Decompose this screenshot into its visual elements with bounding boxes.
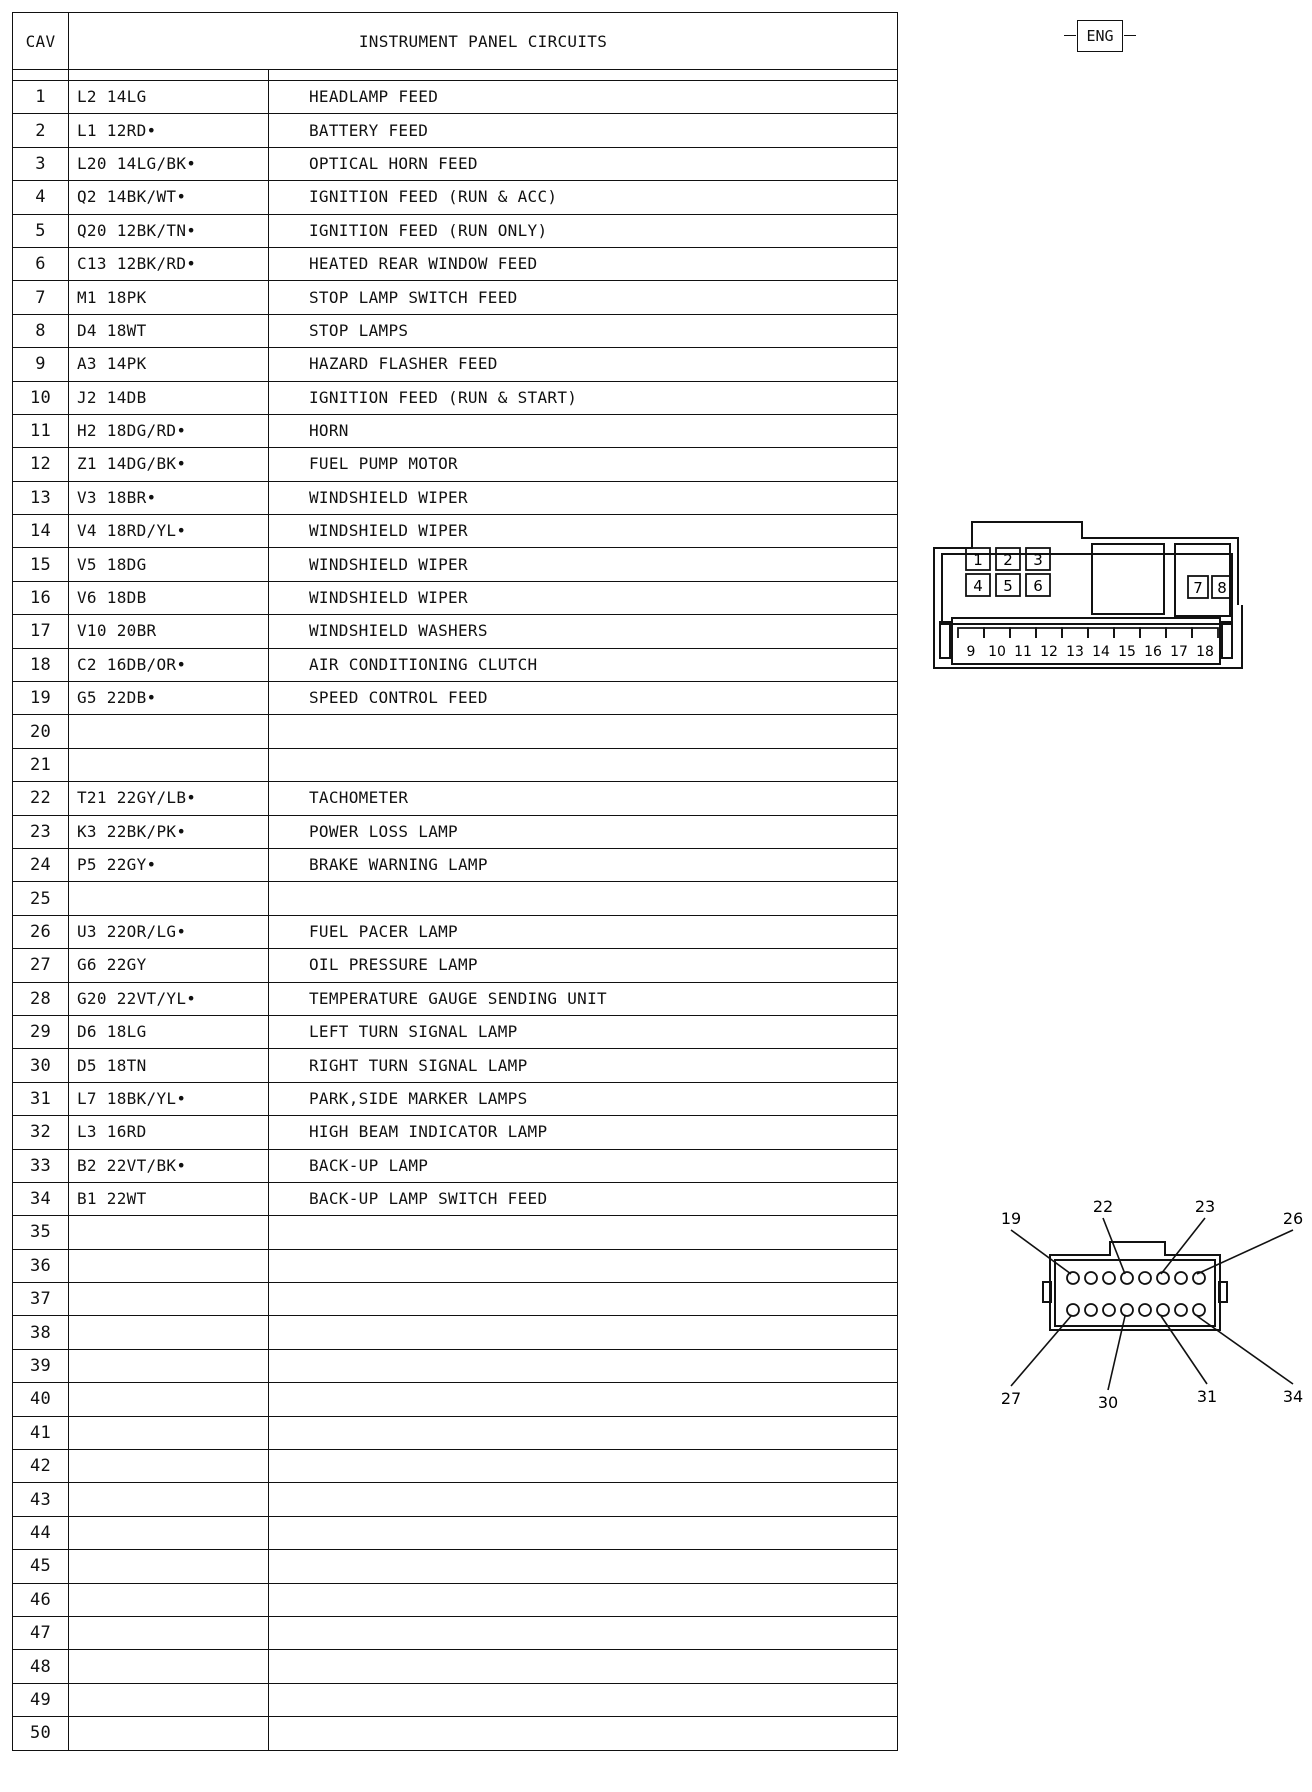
cav-cell: 35 <box>13 1216 69 1249</box>
connector-b-callout <box>1161 1197 1215 1274</box>
table-row <box>13 1683 898 1716</box>
wire-code-cell: V5 18DG <box>69 548 269 581</box>
circuit-description-cell: BACK-UP LAMP SWITCH FEED <box>269 1182 898 1215</box>
table-row <box>13 1516 898 1549</box>
table-row <box>13 1616 898 1649</box>
circuit-description-cell <box>269 1450 898 1483</box>
wire-code-cell <box>69 1483 269 1516</box>
connector-a-cavity <box>1026 574 1050 596</box>
connector-a-cavity-number: 12 <box>1040 644 1058 660</box>
cav-cell: 44 <box>13 1516 69 1549</box>
connector-a-cavity <box>1192 628 1218 660</box>
connector-b-pin <box>1139 1272 1151 1284</box>
callout-pin-number: 23 <box>1194 1197 1216 1216</box>
table-row <box>13 1583 898 1616</box>
table-row <box>13 448 898 481</box>
cav-cell: 23 <box>13 815 69 848</box>
connector-a-cavity-number: 16 <box>1144 644 1162 660</box>
connector-a-cavity-number: 18 <box>1196 644 1214 660</box>
connector-b-pin <box>1121 1304 1133 1316</box>
circuit-description-cell <box>269 1516 898 1549</box>
cav-cell: 13 <box>13 481 69 514</box>
callout-pin-number: 31 <box>1196 1387 1218 1406</box>
table-row <box>13 949 898 982</box>
table-row <box>13 481 898 514</box>
table-row <box>13 181 898 214</box>
connector-b-callout <box>1197 1209 1303 1274</box>
wire-code-cell <box>69 748 269 781</box>
wire-code-cell: B2 22VT/BK• <box>69 1149 269 1182</box>
circuit-description-cell: HEATED REAR WINDOW FEED <box>269 247 898 280</box>
circuit-description-cell: OPTICAL HORN FEED <box>269 147 898 180</box>
connector-b-pin <box>1175 1304 1187 1316</box>
wire-code-cell: C13 12BK/RD• <box>69 247 269 280</box>
cav-cell: 17 <box>13 615 69 648</box>
table-row <box>13 1316 898 1349</box>
wire-code-cell <box>69 1383 269 1416</box>
eng-label: ENG <box>1077 20 1123 52</box>
table-row <box>13 381 898 414</box>
connector-a-cavity-number: 4 <box>973 577 983 595</box>
table-row <box>13 214 898 247</box>
wire-code-cell <box>69 1450 269 1483</box>
callout-leader-line <box>1011 1230 1071 1274</box>
table-row <box>13 314 898 347</box>
callout-pin-number: 22 <box>1092 1197 1114 1216</box>
table-row <box>13 1283 898 1316</box>
connector-a-cavity-number: 3 <box>1033 551 1043 569</box>
circuit-description-cell: TACHOMETER <box>269 782 898 815</box>
wire-code-cell <box>69 1650 269 1683</box>
cav-cell: 47 <box>13 1616 69 1649</box>
table-row <box>13 548 898 581</box>
cav-cell: 27 <box>13 949 69 982</box>
table-row <box>13 1216 898 1249</box>
callout-leader-line <box>1197 1230 1293 1274</box>
table-row <box>13 1015 898 1048</box>
wire-code-cell: V10 20BR <box>69 615 269 648</box>
circuit-description-cell: WINDSHIELD WIPER <box>269 548 898 581</box>
cav-cell: 40 <box>13 1383 69 1416</box>
table-row <box>13 1249 898 1282</box>
callout-pin-number: 19 <box>1000 1209 1022 1228</box>
circuit-description-cell <box>269 1650 898 1683</box>
circuit-description-cell <box>269 882 898 915</box>
circuit-description-cell: TEMPERATURE GAUGE SENDING UNIT <box>269 982 898 1015</box>
connector-a-cavity-number: 1 <box>973 551 983 569</box>
circuit-description-cell <box>269 1717 898 1750</box>
circuit-description-cell: STOP LAMPS <box>269 314 898 347</box>
cav-cell: 8 <box>13 314 69 347</box>
connector-a-cavity <box>966 548 990 570</box>
cav-cell: 2 <box>13 114 69 147</box>
connector-b-pin <box>1085 1304 1097 1316</box>
circuit-description-cell: POWER LOSS LAMP <box>269 815 898 848</box>
cav-cell: 21 <box>13 748 69 781</box>
wire-code-cell: V3 18BR• <box>69 481 269 514</box>
circuit-description-cell: RIGHT TURN SIGNAL LAMP <box>269 1049 898 1082</box>
connector-b-pin <box>1193 1304 1205 1316</box>
connector-b-pin <box>1121 1272 1133 1284</box>
circuit-description-cell: IGNITION FEED (RUN & ACC) <box>269 181 898 214</box>
circuit-description-cell: STOP LAMP SWITCH FEED <box>269 281 898 314</box>
table-row <box>13 81 898 114</box>
connector-b-pin <box>1103 1272 1115 1284</box>
wire-code-cell: D6 18LG <box>69 1015 269 1048</box>
table-row <box>13 715 898 748</box>
wire-code-cell: L7 18BK/YL• <box>69 1082 269 1115</box>
circuit-description-cell: HAZARD FLASHER FEED <box>269 348 898 381</box>
circuit-description-cell <box>269 1283 898 1316</box>
circuit-description-cell: PARK,SIDE MARKER LAMPS <box>269 1082 898 1115</box>
circuit-description-cell: BATTERY FEED <box>269 114 898 147</box>
wire-code-cell <box>69 1550 269 1583</box>
circuit-description-cell: FUEL PACER LAMP <box>269 915 898 948</box>
wire-code-cell: Z1 14DG/BK• <box>69 448 269 481</box>
circuit-description-cell: WINDSHIELD WASHERS <box>269 615 898 648</box>
cav-cell: 50 <box>13 1717 69 1750</box>
cav-cell: 12 <box>13 448 69 481</box>
cav-cell: 37 <box>13 1283 69 1316</box>
table-row <box>13 414 898 447</box>
cav-cell: 32 <box>13 1116 69 1149</box>
cav-cell: 28 <box>13 982 69 1015</box>
wire-code-cell: J2 14DB <box>69 381 269 414</box>
circuit-description-cell <box>269 1550 898 1583</box>
connector-a-cavity <box>966 574 990 596</box>
connector-b-pin <box>1139 1304 1151 1316</box>
cav-cell: 39 <box>13 1349 69 1382</box>
table-row <box>13 1383 898 1416</box>
table-row <box>13 147 898 180</box>
cav-cell: 18 <box>13 648 69 681</box>
circuit-description-cell <box>269 1683 898 1716</box>
connector-a-cavity-number: 13 <box>1066 644 1084 660</box>
table-row <box>13 1416 898 1449</box>
wire-code-cell <box>69 1516 269 1549</box>
connector-a-cavity-number: 17 <box>1170 644 1188 660</box>
cav-cell: 33 <box>13 1149 69 1182</box>
eng-label-left-tick <box>1064 35 1076 36</box>
wire-code-cell: K3 22BK/PK• <box>69 815 269 848</box>
wire-code-cell: B1 22WT <box>69 1182 269 1215</box>
connector-a-cavity-number: 14 <box>1092 644 1110 660</box>
cav-cell: 11 <box>13 414 69 447</box>
circuit-description-cell <box>269 748 898 781</box>
circuit-description-cell: BRAKE WARNING LAMP <box>269 848 898 881</box>
connector-b-face-view <box>975 1190 1305 1420</box>
connector-b-callout <box>1001 1209 1071 1274</box>
cav-cell: 19 <box>13 682 69 715</box>
wire-code-cell: U3 22OR/LG• <box>69 915 269 948</box>
wire-code-cell: H2 18DG/RD• <box>69 414 269 447</box>
wire-code-cell: L20 14LG/BK• <box>69 147 269 180</box>
cav-cell: 41 <box>13 1416 69 1449</box>
connector-a-cavity <box>1036 628 1062 660</box>
cav-cell: 22 <box>13 782 69 815</box>
cav-cell: 15 <box>13 548 69 581</box>
wire-code-cell: D4 18WT <box>69 314 269 347</box>
table-row <box>13 1049 898 1082</box>
cav-cell: 38 <box>13 1316 69 1349</box>
circuit-description-cell <box>269 1483 898 1516</box>
circuit-description-cell: WINDSHIELD WIPER <box>269 515 898 548</box>
table-row <box>13 682 898 715</box>
callout-leader-line <box>1197 1316 1293 1384</box>
wire-code-cell: P5 22GY• <box>69 848 269 881</box>
wire-code-cell <box>69 1717 269 1750</box>
cav-cell: 30 <box>13 1049 69 1082</box>
cav-cell: 29 <box>13 1015 69 1048</box>
cav-cell: 26 <box>13 915 69 948</box>
circuit-description-cell <box>269 1216 898 1249</box>
connector-a-cavity <box>1166 628 1192 660</box>
table-row <box>13 1116 898 1149</box>
connector-a-cavity <box>996 574 1020 596</box>
cav-cell: 7 <box>13 281 69 314</box>
circuit-description-cell: IGNITION FEED (RUN & START) <box>269 381 898 414</box>
header-spacer-row <box>13 70 898 81</box>
wire-code-cell <box>69 715 269 748</box>
connector-a-cavity <box>1010 628 1036 660</box>
circuit-description-cell <box>269 1383 898 1416</box>
table-row <box>13 1450 898 1483</box>
connector-a-cavity-number: 11 <box>1014 644 1032 660</box>
connector-a-cavity <box>1062 628 1088 660</box>
cav-cell: 16 <box>13 581 69 614</box>
circuit-description-cell: WINDSHIELD WIPER <box>269 481 898 514</box>
cav-cell: 25 <box>13 882 69 915</box>
connector-a-cavity <box>1140 628 1166 660</box>
connector-a-cavity <box>1188 576 1208 598</box>
table-title: INSTRUMENT PANEL CIRCUITS <box>69 13 898 70</box>
connector-a-cavity-number: 6 <box>1033 577 1043 595</box>
table-row <box>13 1650 898 1683</box>
wire-code-cell: T21 22GY/LB• <box>69 782 269 815</box>
table-row <box>13 1349 898 1382</box>
circuit-description-cell: OIL PRESSURE LAMP <box>269 949 898 982</box>
connector-a-cavity-number: 2 <box>1003 551 1013 569</box>
cav-cell: 6 <box>13 247 69 280</box>
table-row <box>13 281 898 314</box>
wire-code-cell <box>69 1616 269 1649</box>
cav-cell: 9 <box>13 348 69 381</box>
connector-a-cavity-number: 7 <box>1193 579 1203 597</box>
table-row <box>13 1149 898 1182</box>
wire-code-cell: C2 16DB/OR• <box>69 648 269 681</box>
callout-leader-line <box>1108 1316 1125 1390</box>
circuit-description-cell: LEFT TURN SIGNAL LAMP <box>269 1015 898 1048</box>
cav-cell: 4 <box>13 181 69 214</box>
callout-pin-number: 27 <box>1000 1389 1022 1408</box>
circuit-description-cell <box>269 1416 898 1449</box>
connector-a-cavity-number: 5 <box>1003 577 1013 595</box>
connector-b-pin <box>1103 1304 1115 1316</box>
table-row <box>13 1550 898 1583</box>
table-row <box>13 515 898 548</box>
table-row <box>13 782 898 815</box>
table-row <box>13 848 898 881</box>
cav-cell: 1 <box>13 81 69 114</box>
circuit-description-cell <box>269 1249 898 1282</box>
cav-cell: 5 <box>13 214 69 247</box>
cav-cell: 20 <box>13 715 69 748</box>
table-row <box>13 114 898 147</box>
cav-cell: 45 <box>13 1550 69 1583</box>
wire-code-cell <box>69 1583 269 1616</box>
circuit-description-cell <box>269 715 898 748</box>
connector-b-pin <box>1067 1304 1079 1316</box>
table-row <box>13 1182 898 1215</box>
circuit-description-cell <box>269 1349 898 1382</box>
cav-cell: 24 <box>13 848 69 881</box>
wire-code-cell <box>69 1316 269 1349</box>
connector-a-cavity <box>1026 548 1050 570</box>
cav-cell: 34 <box>13 1182 69 1215</box>
connector-a-cavity <box>1114 628 1140 660</box>
wire-code-cell: L1 12RD• <box>69 114 269 147</box>
table-row <box>13 648 898 681</box>
callout-leader-line <box>1011 1316 1071 1386</box>
cav-cell: 42 <box>13 1450 69 1483</box>
circuit-description-cell: WINDSHIELD WIPER <box>269 581 898 614</box>
table-row <box>13 748 898 781</box>
wire-code-cell: D5 18TN <box>69 1049 269 1082</box>
pinout-rows <box>13 70 898 1751</box>
table-row <box>13 348 898 381</box>
cav-cell: 14 <box>13 515 69 548</box>
connector-a-cavity <box>996 548 1020 570</box>
wire-code-cell <box>69 1416 269 1449</box>
callout-pin-number: 30 <box>1097 1393 1119 1412</box>
connector-a-cavity <box>984 628 1010 660</box>
connector-a-cavity-number: 9 <box>966 644 976 660</box>
table-row <box>13 1483 898 1516</box>
eng-label-right-tick <box>1124 35 1136 36</box>
callout-leader-line <box>1161 1218 1205 1274</box>
connector-b-pin <box>1175 1272 1187 1284</box>
cav-cell: 49 <box>13 1683 69 1716</box>
circuit-description-cell <box>269 1616 898 1649</box>
wire-code-cell <box>69 1249 269 1282</box>
cav-cell: 46 <box>13 1583 69 1616</box>
table-row <box>13 815 898 848</box>
circuit-description-cell: HEADLAMP FEED <box>269 81 898 114</box>
wire-code-cell: L3 16RD <box>69 1116 269 1149</box>
cav-column-header: CAV <box>13 13 69 70</box>
circuit-description-cell: HIGH BEAM INDICATOR LAMP <box>269 1116 898 1149</box>
connector-a-face-view <box>930 510 1250 680</box>
table-row <box>13 1082 898 1115</box>
table-row <box>13 247 898 280</box>
connector-b-pin <box>1157 1272 1169 1284</box>
table-row <box>13 982 898 1015</box>
cav-cell: 36 <box>13 1249 69 1282</box>
circuit-description-cell: BACK-UP LAMP <box>269 1149 898 1182</box>
circuit-description-cell: HORN <box>269 414 898 447</box>
instrument-panel-pinout-table <box>12 12 898 1751</box>
callout-pin-number: 26 <box>1282 1209 1304 1228</box>
wire-code-cell <box>69 1216 269 1249</box>
wire-code-cell: G6 22GY <box>69 949 269 982</box>
table-row <box>13 882 898 915</box>
wire-code-cell: G20 22VT/YL• <box>69 982 269 1015</box>
table-row <box>13 915 898 948</box>
circuit-description-cell <box>269 1583 898 1616</box>
connector-b-pin <box>1085 1272 1097 1284</box>
connector-a-cavity-number: 15 <box>1118 644 1136 660</box>
connector-b-pin <box>1157 1304 1169 1316</box>
cav-cell: 43 <box>13 1483 69 1516</box>
table-row <box>13 615 898 648</box>
wire-code-cell: G5 22DB• <box>69 682 269 715</box>
table-row <box>13 1717 898 1750</box>
connector-a-cavity-number: 8 <box>1217 579 1227 597</box>
cav-cell: 3 <box>13 147 69 180</box>
wire-code-cell: Q20 12BK/TN• <box>69 214 269 247</box>
circuit-description-cell <box>269 1316 898 1349</box>
wire-code-cell: A3 14PK <box>69 348 269 381</box>
wire-code-cell <box>69 1349 269 1382</box>
wire-code-cell: M1 18PK <box>69 281 269 314</box>
wire-code-cell: V6 18DB <box>69 581 269 614</box>
circuit-description-cell: AIR CONDITIONING CLUTCH <box>269 648 898 681</box>
wire-code-cell <box>69 1683 269 1716</box>
circuit-description-cell: FUEL PUMP MOTOR <box>269 448 898 481</box>
wire-code-cell: Q2 14BK/WT• <box>69 181 269 214</box>
circuit-description-cell: SPEED CONTROL FEED <box>269 682 898 715</box>
table-header-row <box>13 13 898 70</box>
connector-b-pin <box>1067 1272 1079 1284</box>
wire-code-cell <box>69 1283 269 1316</box>
circuit-description-cell: IGNITION FEED (RUN ONLY) <box>269 214 898 247</box>
cav-cell: 48 <box>13 1650 69 1683</box>
callout-leader-line <box>1103 1218 1125 1274</box>
cav-cell: 10 <box>13 381 69 414</box>
wire-code-cell <box>69 882 269 915</box>
cav-cell: 31 <box>13 1082 69 1115</box>
connector-a-cavity <box>1088 628 1114 660</box>
connector-a-cavity-number: 10 <box>988 644 1006 660</box>
wire-code-cell: L2 14LG <box>69 81 269 114</box>
wire-code-cell: V4 18RD/YL• <box>69 515 269 548</box>
connector-b-callout <box>1093 1197 1125 1274</box>
connector-a-cavity <box>958 628 984 660</box>
table-row <box>13 581 898 614</box>
callout-pin-number: 34 <box>1282 1387 1304 1406</box>
